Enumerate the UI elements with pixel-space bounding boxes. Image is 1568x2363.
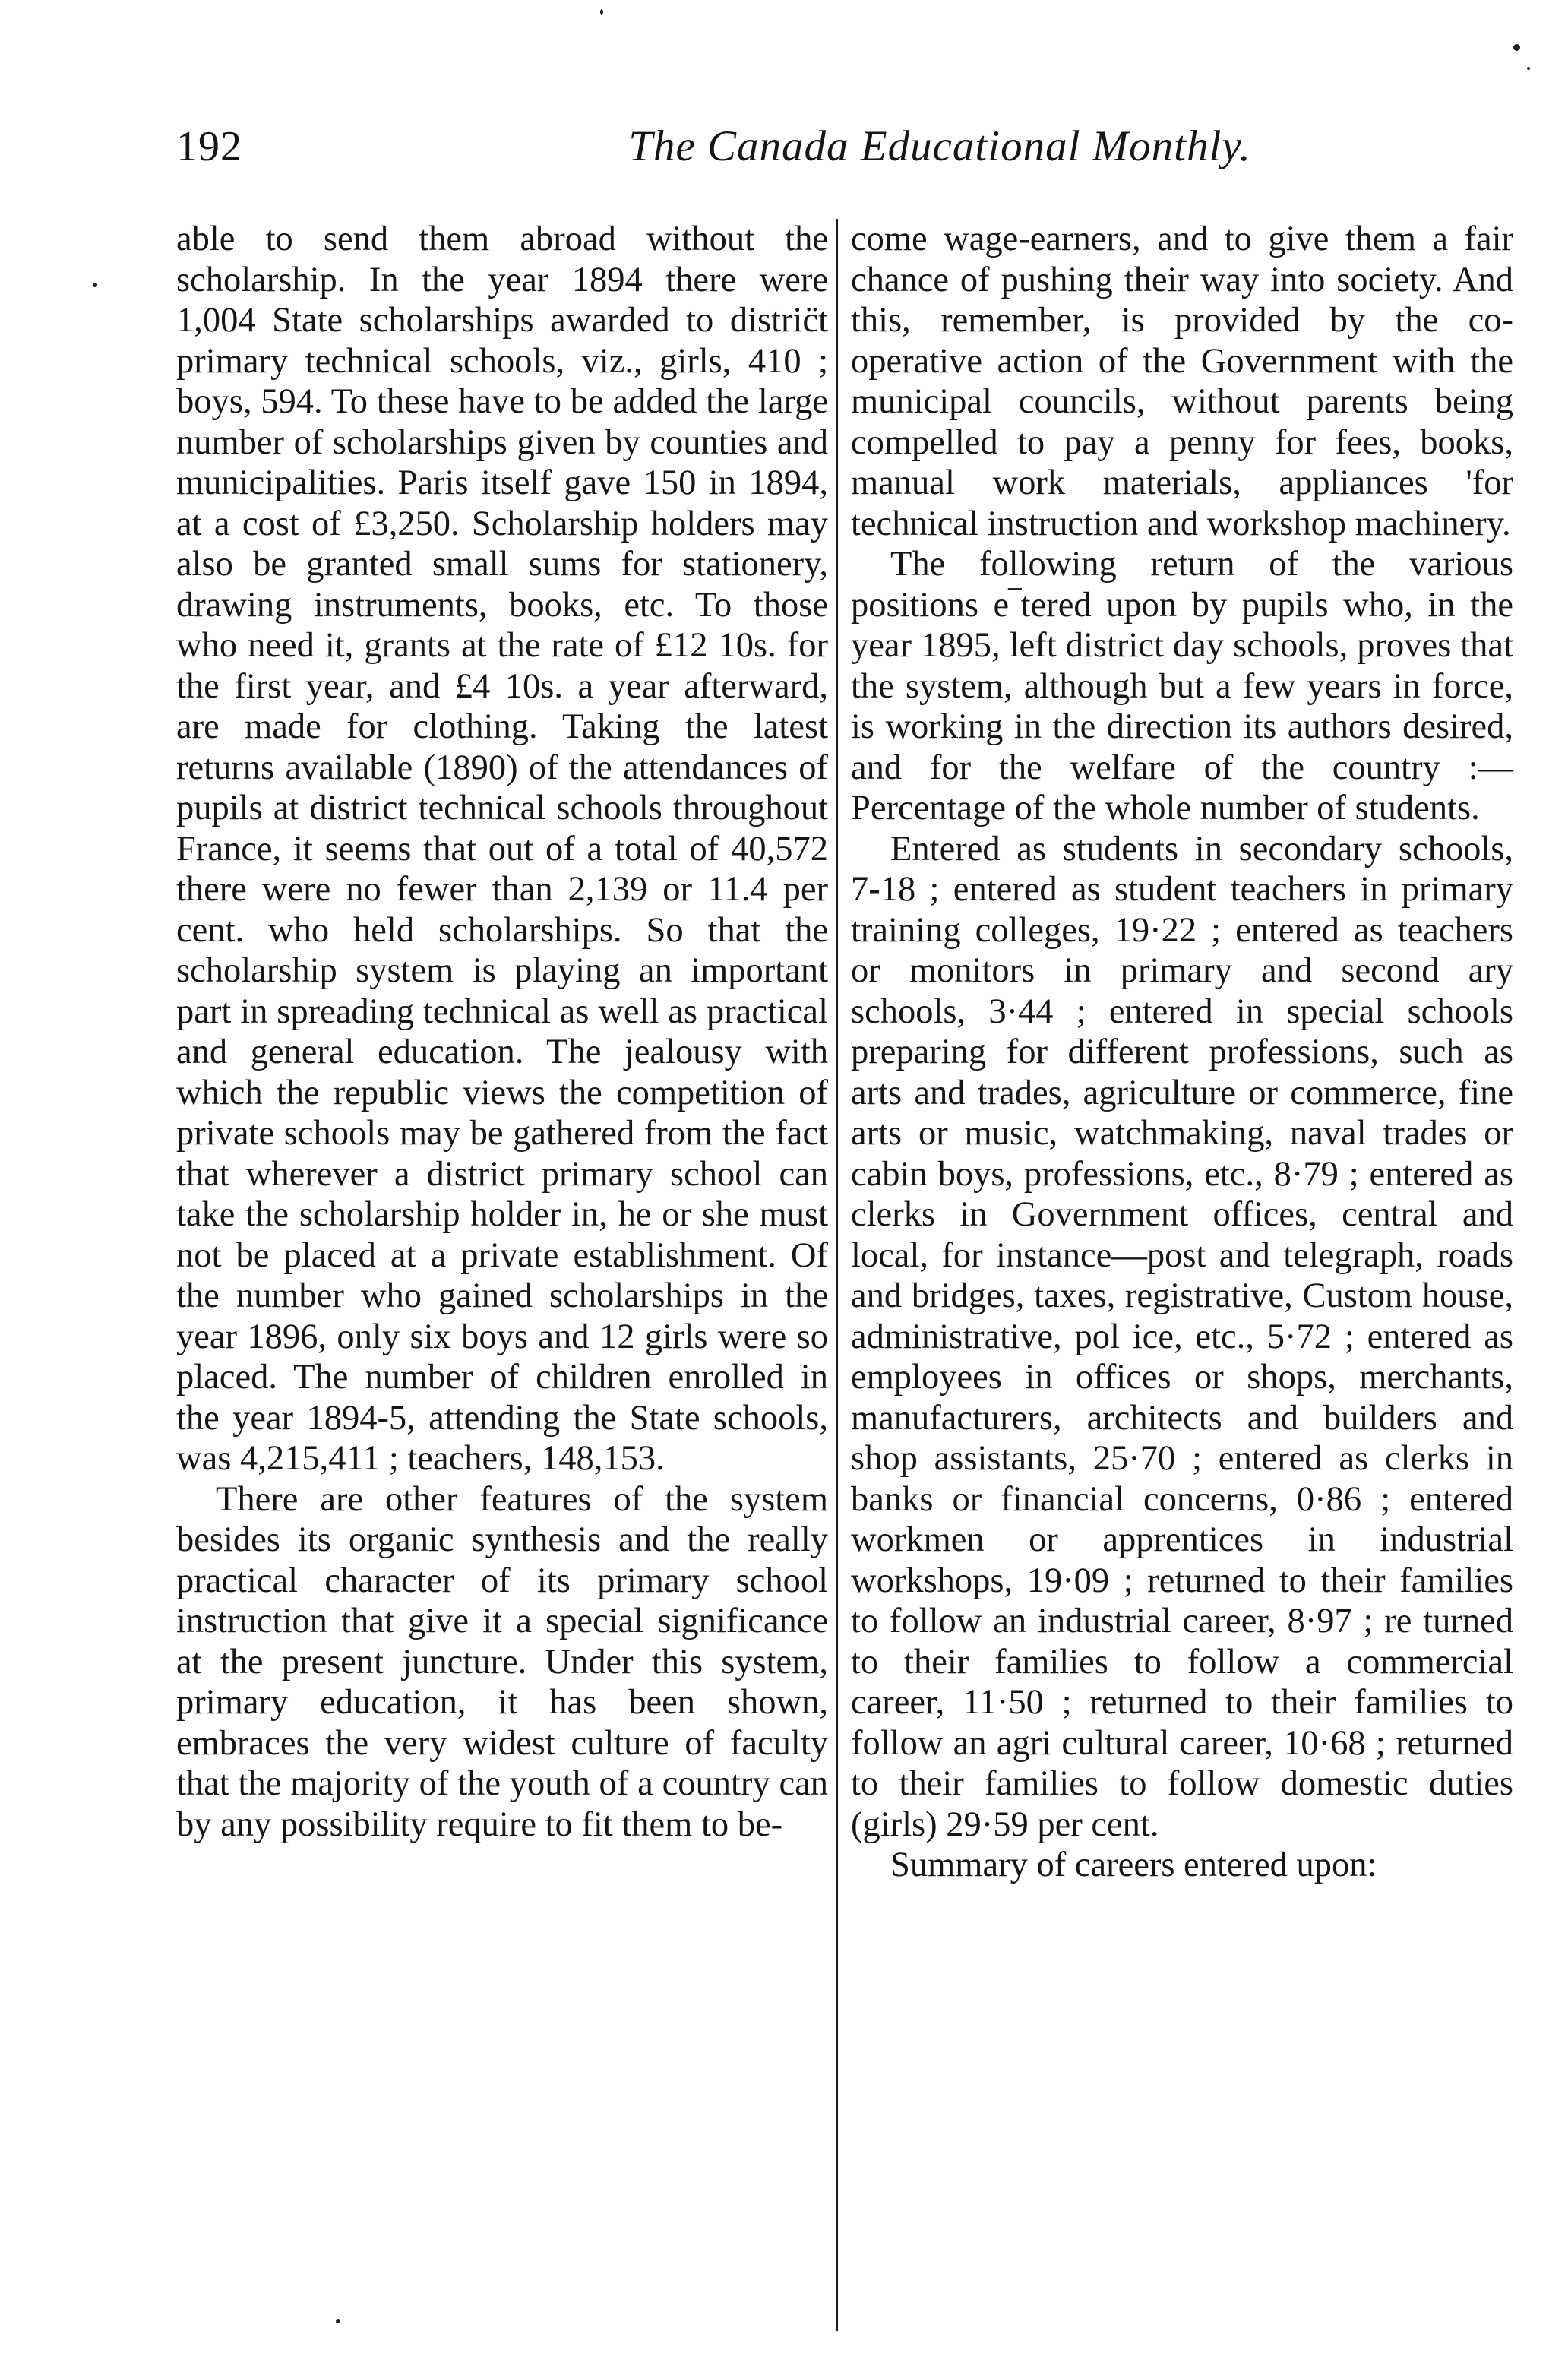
right-paragraph-1: come wage-earners, and to give them a fair chance of pushing their way into society. And this, remember, is provided by the co-operative action of the Government with the municipal councils, without parents being compelled to pay a penny for fees, books, manual work materials, appliances 'for technical instruction and workshop machinery. <box>851 220 1513 543</box>
left-paragraph-2: There are other features of the system besides its organic synthesis and the really practical character of its primary school instruction that give it a special significance at the present juncture. Under this system, primary education, it has been shown, embraces the very widest culture of faculty that the majority of the youth of a country can by any possibility require to fit them to be- <box>176 1479 828 1844</box>
scan-speck <box>93 283 97 287</box>
right-paragraph-2: The following return of the various positions e‾tered upon by pupils who, in the year 1895, left district day schools, proves that the system, although but a few years in force, is working in the direction its authors desired, and for the welfare of the country :—Percentage of the whole number of students. <box>851 545 1513 827</box>
left-column <box>176 219 828 1845</box>
page-number: 192 <box>176 123 242 170</box>
running-header <box>176 120 1566 181</box>
right-column <box>851 219 1513 1886</box>
left-paragraph-1: able to send them abroad without the scholarship. In the year 1894 there were 1,004 State scholarships awarded to distric̈t primary technical schools, viz., girls, 410 ; boys, 594. To these have to be added the large number of scholarships given by counties and municipalities. Paris itself gave 150 in 1894, at a cost of £3,250. Scholarship holders may also be granted small sums for stationery, drawing instruments, books, etc. To those who need it, grants at the rate of £12 10s. for the first year, and £4 10s. a year afterward, are made for clothing. Taking the latest returns available (1890) of the attendances of pupils at district technical schools throughout France, it seems that out of a total of 40,572 there were no fewer than 2,139 or 11.4 per cent. who held scholarships. So that the scholarship system is playing an important part in spreading technical as well as practical and general education. The jealousy with which the republic views the competition of private schools may be gathered from the fact that wherever a district primary school can take the scholarship holder in, he or she must not be placed at a private establishment. Of the number who gained scholarships in the year 1896, only six boys and 12 girls were so placed. The number of children enrolled in the year 1894-5, attending the State schools, was 4,215,411 ; teachers, 148,153. <box>176 220 828 1478</box>
scan-speck <box>600 9 603 15</box>
column-rule <box>836 219 838 2331</box>
running-title: The Canada Educational Monthly. <box>628 122 1251 170</box>
scan-speck <box>1527 67 1530 70</box>
scan-speck <box>336 2319 340 2323</box>
right-paragraph-4: Summary of careers entered upon: <box>890 1846 1377 1884</box>
right-paragraph-3: Entered as students in secondary schools, 7-18 ; entered as student teachers in primary training colleges, 19·22 ; entered as teachers or monitors in primary and second ary schools, 3·44 ; entered in special schools preparing for different professions, such as arts and trades, agriculture or commerce, fine arts or music, watchmaking, naval trades or cabin boys, professions, etc., 8·79 ; entered as clerks in Government offices, central and local, for instance—post and telegraph, roads and bridges, taxes, registrative, Custom house, administrative, pol ice, etc., 5·72 ; entered as employees in offices or shops, merchants, manufacturers, architects and builders and shop assistants, 25·70 ; entered as clerks in banks or financial concerns, 0·86 ; entered workmen or apprentices in industrial workshops, 19·09 ; returned to their families to follow an industrial career, 8·97 ; re turned to their families to follow a commercial career, 11·50 ; returned to their families to follow an agri cultural career, 10·68 ; returned to their families to follow domestic duties (girls) 29·59 per cent. <box>851 829 1513 1844</box>
scan-speck <box>1513 44 1520 51</box>
